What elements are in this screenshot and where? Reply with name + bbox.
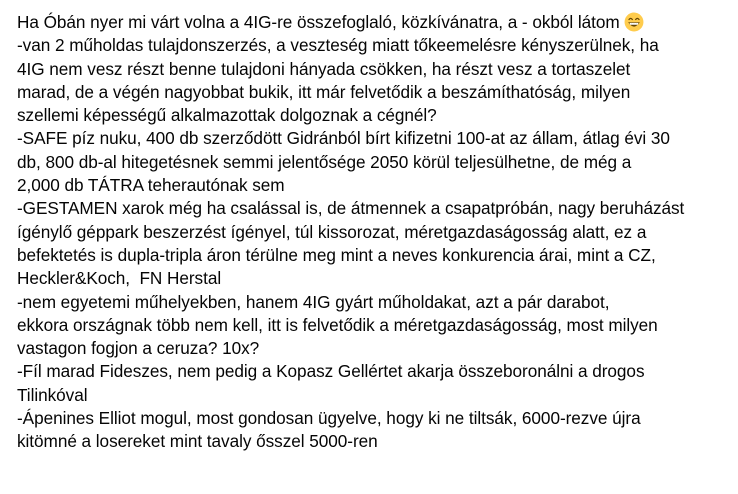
text-line-1-text: Ha Óbán nyer mi várt volna a 4IG-re összefoglaló, közkívánatra, a - okból látom <box>17 12 620 32</box>
text-line-13: -nem egyetemi műhelyekben, hanem 4IG gyárt műholdakat, azt a pár darabot, <box>17 291 610 312</box>
text-line-16: -Fíl marad Fideszes, nem pedig a Kopasz Gellértet akarja összeboronálni a drogos <box>17 361 645 382</box>
text-line-7: db, 800 db-al hitegetésnek semmi jelentősége 2050 körül teljesülhetne, de még a <box>17 151 632 172</box>
grinning-emoji-icon <box>624 12 644 32</box>
text-line-1 <box>17 11 730 34</box>
text-line-6: -SAFE píz nuku, 400 db szerződött Gidránból bírt kifizetni 100-at az állam, átlag évi 30 <box>17 128 670 149</box>
text-line-10: ígénylő géppark beszerzést ígényel, túl kissorozat, méretgazdaságosság alatt, ez a <box>17 221 647 242</box>
text-line-15: vastagon fogjon a ceruza? 10x? <box>17 338 260 359</box>
post-text <box>17 11 730 454</box>
text-line-11: befektetés is dupla-tripla áron térülne meg mint a neves konkurencia árai, mint a CZ, <box>17 244 656 265</box>
text-line-14: ekkora országnak több nem kell, itt is felvetődik a méretgazdaságosság, most milyen <box>17 314 658 335</box>
text-line-17: Tilinkóval <box>17 384 88 405</box>
text-line-4: marad, de a végén nagyobbat bukik, itt már felvetődik a beszámíthatóság, milyen <box>17 81 631 102</box>
text-line-19: kitömné a losereket mint tavaly ősszel 5000-ren <box>17 431 378 452</box>
text-line-5: szellemi képességű alkalmazottak dolgoznak a cégnél? <box>17 105 437 126</box>
text-line-12: Heckler&Koch, FN Herstal <box>17 268 222 289</box>
text-line-2: -van 2 műholdas tulajdonszerzés, a veszteség miatt tőkeemelésre kényszerülnek, ha <box>17 35 659 56</box>
text-line-3: 4IG nem vesz részt benne tulajdoni hányada csökken, ha részt vesz a tortaszelet <box>17 58 631 79</box>
text-line-8: 2,000 db TÁTRA teherautónak sem <box>17 175 285 196</box>
text-line-18: -Ápenines Elliot mogul, most gondosan ügyelve, hogy ki ne tiltsák, 6000-rezve újra <box>17 408 641 429</box>
text-line-9: -GESTAMEN xarok még ha csalással is, de átmennek a csapatpróbán, nagy beruházást <box>17 198 685 219</box>
